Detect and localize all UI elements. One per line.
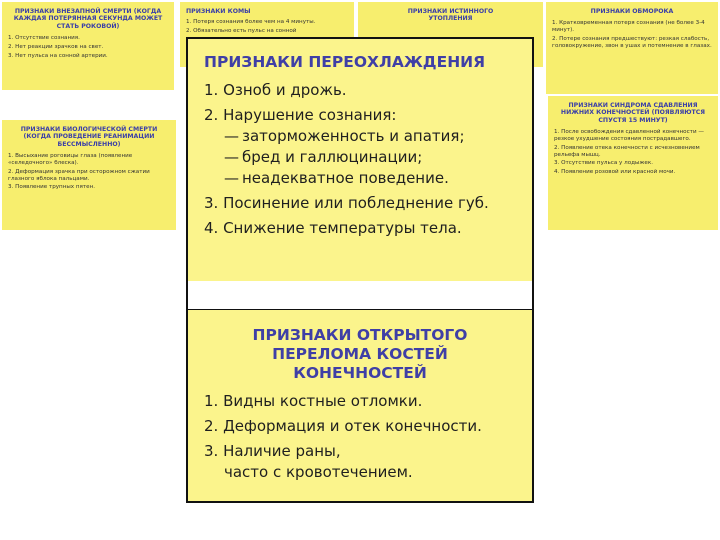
list-item: 2. Потере сознания предшествуют: резкая слабость, головокружение, звон в ушах и потемнение в глазах. xyxy=(552,36,712,49)
list-item: 2. Появление отека конечности с исчезновением рельефа мышц. xyxy=(554,144,700,158)
card-title: ПРИЗНАКИ КОМЫ xyxy=(186,8,251,15)
card-title: ПРИЗНАКИ БИОЛОГИЧЕСКОЙ СМЕРТИ (КОГДА ПРОВЕДЕНИЕ РЕАНИМАЦИИ БЕССМЫСЛЕННО) xyxy=(20,126,158,148)
dash-bullet: — xyxy=(224,148,239,166)
sub-item-text: бред и галлюцинации; xyxy=(242,148,423,166)
list-item-text: 3. Наличие раны, xyxy=(204,442,341,460)
list-item xyxy=(204,105,516,189)
list-item: 1. Кратковременная потеря сознания (не более 3-4 минут). xyxy=(552,20,705,34)
fracture-card xyxy=(186,309,534,503)
list-item-text: 2. Нарушение сознания: xyxy=(204,106,397,124)
dash-bullet: — xyxy=(224,169,239,187)
list-item: 1. После освобождения сдавленной конечности — резкое ухудшение состояния пострадавшего. xyxy=(554,129,704,143)
card-title: ПРИЗНАКИ ИСТИННОГО УТОПЛЕНИЯ xyxy=(407,8,494,23)
sub-list-item xyxy=(224,147,516,168)
list-item: 2. Нет реакции зрачков на свет. xyxy=(8,44,104,51)
list-item: 2. Деформация и отек конечности. xyxy=(204,417,482,435)
list-item: 3. Отсутствие пульса у лодыжек. xyxy=(554,160,654,167)
fracture-title: ПРИЗНАКИ ОТКРЫТОГО ПЕРЕЛОМА КОСТЕЙ КОНЕЧНОСТЕЙ xyxy=(252,326,468,382)
list-item: 1. Отсутствие сознания. xyxy=(8,35,80,42)
hypothermia-card xyxy=(186,37,534,281)
fainting-card xyxy=(546,2,718,94)
list-item: 4. Снижение температуры тела. xyxy=(204,219,462,237)
list-item: 4. Появление розовой или красной мочи. xyxy=(554,169,676,176)
sub-item-text: неадекватное поведение. xyxy=(242,169,449,187)
list-item: 1. Высыхание роговицы глаза (появление «селедочного» блеска). xyxy=(8,153,133,167)
sudden-death-card xyxy=(2,2,174,90)
sub-list-item xyxy=(224,168,516,189)
list-item: 2. Деформация зрачка при осторожном сжатии глазного яблока пальцами. xyxy=(8,168,150,182)
list-item: 2. Обязательно есть пульс на сонной xyxy=(186,28,297,35)
card-divider xyxy=(186,281,534,309)
list-item: 1. Озноб и дрожь. xyxy=(204,81,347,99)
hypothermia-title: ПРИЗНАКИ ПЕРЕОХЛАЖДЕНИЯ xyxy=(204,53,486,71)
list-item: 3. Нет пульса на сонной артерии. xyxy=(8,52,108,59)
card-title: ПРИЗНАКИ ОБМОРОКА xyxy=(590,8,674,15)
card-title: ПРИЗНАКИ ВНЕЗАПНОЙ СМЕРТИ (КОГДА КАЖДАЯ ПОТЕРЯННАЯ СЕКУНДА МОЖЕТ СТАТЬ РОКОВОЙ) xyxy=(13,8,163,30)
sub-item-text: заторможенность и апатия; xyxy=(242,127,465,145)
list-item xyxy=(204,441,516,483)
list-item-continuation: часто с кровотечением. xyxy=(224,463,413,481)
card-title: ПРИЗНАКИ СИНДРОМА СДАВЛЕНИЯ НИЖНИХ КОНЕЧНОСТЕЙ (ПОЯВЛЯЮТСЯ СПУСТЯ 15 МИНУТ) xyxy=(560,102,706,124)
list-item: 1. Потеря сознания более чем на 4 минуты. xyxy=(186,19,316,26)
list-item: 1. Видны костные отломки. xyxy=(204,392,423,410)
dash-bullet: — xyxy=(224,127,239,145)
list-item: 3. Появление трупных пятен. xyxy=(8,184,96,191)
sub-list-item xyxy=(224,126,516,147)
list-item: 3. Посинение или побледнение губ. xyxy=(204,194,489,212)
compression-card xyxy=(548,96,718,230)
bio-death-card xyxy=(2,120,176,230)
